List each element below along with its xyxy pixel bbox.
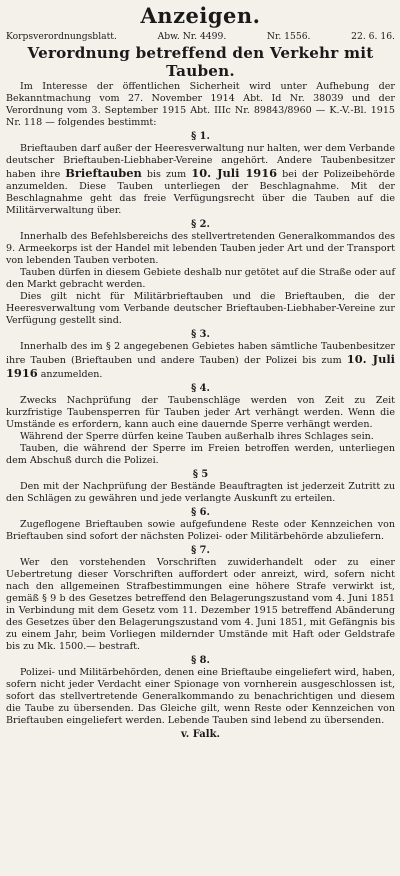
section-label: § 3. (191, 329, 210, 340)
section-label: § 5 (192, 469, 209, 480)
paragraph-text: Dies gilt nicht für Militärbrieftauben und die Brieftauben, die der Heeresverwaltung vom Verbande deutscher Brieftauben-Liebhaber-Vereine zur Verfügung gestellt sind. (6, 291, 395, 326)
section-paragraph (6, 341, 395, 381)
paragraph-text: Wer den vorstehenden Vorschriften zuwiderhandelt oder zu einer Uebertretung dieser Vorschriften auffordert oder anreizt, wird, sofern nicht nach den allgemeinen Strafbestimmungen eine höhere Strafe verwirkt ist, gemäß § 9 b des Gesetzes betreffend den Belagerungszustand vom 4. Juni 1851 in Verbindung mit dem Gesetz vom 11. Dezember 1915 betreffend Abänderung des Gesetzes über den Belagerungszustand vom 4. Juni 1851, mit Gefängnis bis zu einem Jahr, beim Vorliegen mildernder Umstände mit Haft oder Geldstrafe bis zu Mk. 1500.— bestraft. (6, 557, 395, 652)
section-paragraph (6, 557, 395, 653)
section-paragraph (6, 267, 395, 291)
sections-container (6, 130, 395, 727)
paragraph-text: bis zum (141, 169, 192, 180)
paragraph-text: Zwecks Nachprüfung der Taubenschläge werden von Zeit zu Zeit kurzfristige Taubensperren für Tauben jeder Art verhängt werden. Wenn die Umstände es erfordern, kann auch eine dauernde Sperre verhängt werden. (6, 395, 395, 430)
paragraph-text: Innerhalb des im § 2 angegebenen Gebietes haben sämtliche Taubenbesitzer ihre Tauben (Brieftauben und andere Tauben) der Polizei bis zum (6, 341, 395, 366)
paragraph-text: anzumelden. (37, 369, 103, 380)
section-label: § 2. (191, 219, 210, 230)
page-title: Anzeigen. (140, 3, 261, 28)
section-paragraph (6, 443, 395, 467)
emphasis-text: Brieftauben (65, 166, 142, 180)
section-label: § 6. (191, 507, 210, 518)
meta-source: Korpsverordnungsblatt. (6, 31, 117, 42)
section-paragraph (6, 481, 395, 505)
section-paragraph (6, 231, 395, 267)
meta-number: Nr. 1556. (266, 31, 311, 42)
paragraph-text: Zugeflogene Brieftauben sowie aufgefundene Reste oder Kennzeichen von Brieftauben sind sofort der nächsten Polizei- oder Militärbehörde abzuliefern. (6, 519, 395, 542)
publication-meta (6, 31, 395, 43)
paragraph-text: Brieftauben darf außer der Heeresverwaltung nur halten, wer dem Verbande deutscher Brieftauben-Liebhaber-Vereine angehört. Andere Taubenbesitzer haben ihre (6, 143, 395, 180)
meta-date: 22. 6. 16. (351, 31, 395, 42)
emphasis-text: 10. Juli 1916 (191, 166, 278, 180)
section-label: § 4. (191, 383, 210, 394)
intro-paragraph: Im Interesse der öffentlichen Sicherheit wird unter Aufhebung der Bekanntmachung vom 27. November 1914 Abt. Id Nr. 38039 und der Verordnung vom 3. September 1915 Abt. IIIc Nr. 89843/8960 — K.-V.-Bl. 1915 Nr. 118 — folgendes bestimmt: (6, 81, 395, 128)
section-paragraph (6, 667, 395, 727)
paragraph-text: Innerhalb des Befehlsbereichs des stellvertretenden Generalkommandos des 9. Armeekorps ist der Handel mit lebenden Tauben jeder Art und der Transport von lebenden Tauben verboten. (6, 231, 395, 266)
section-label: § 1. (191, 131, 210, 142)
section-paragraph (6, 519, 395, 543)
section-label: § 7. (191, 545, 210, 556)
paragraph-text: Tauben, die während der Sperre im Freien betroffen werden, unterliegen dem Abschuß durch die Polizei. (6, 443, 395, 466)
section-paragraph (6, 143, 395, 217)
paragraph-text: Tauben dürfen in diesem Gebiete deshalb nur getötet auf die Straße oder auf den Markt gebracht werden. (6, 267, 395, 290)
paragraph-text: Den mit der Nachprüfung der Bestände Beauftragten ist jederzeit Zutritt zu den Schlägen zu gewähren und jede verlangte Auskunft zu erteilen. (6, 481, 395, 504)
signature: v. Falk. (180, 729, 220, 740)
section-paragraph (6, 431, 395, 443)
paragraph-text: Polizei- und Militärbehörden, denen eine Brieftaube eingeliefert wird, haben, sofern nicht jeder Verdacht einer Spionage von vornherein ausgeschlossen ist, sofort das stellvertretende Generalkommando zu benachrichtigen und diesem die Taube zu übersenden. Das Gleiche gilt, wenn Reste oder Kennzeichen von Brieftauben eingeliefert werden. Lebende Tauben sind lebend zu übersenden. (6, 667, 395, 726)
paragraph-text: Während der Sperre dürfen keine Tauben außerhalb ihres Schlages sein. (20, 431, 374, 442)
ordinance-headline: Verordnung betreffend den Verkehr mit Tauben. (27, 44, 374, 80)
section-paragraph (6, 291, 395, 327)
emphasis-text: 10. Juli 1916 (6, 352, 395, 380)
section-label: § 8. (191, 655, 210, 666)
meta-abw: Abw. Nr. 4499. (157, 31, 227, 42)
section-paragraph (6, 395, 395, 431)
paragraph-text: bei der Polizeibehörde anzumelden. Diese Tauben unterliegen der Beschlagnahme. Mit der Beschlagnahme geht das freie Verfügungsrecht über die Tauben auf die Militärverwaltung über. (6, 169, 395, 216)
